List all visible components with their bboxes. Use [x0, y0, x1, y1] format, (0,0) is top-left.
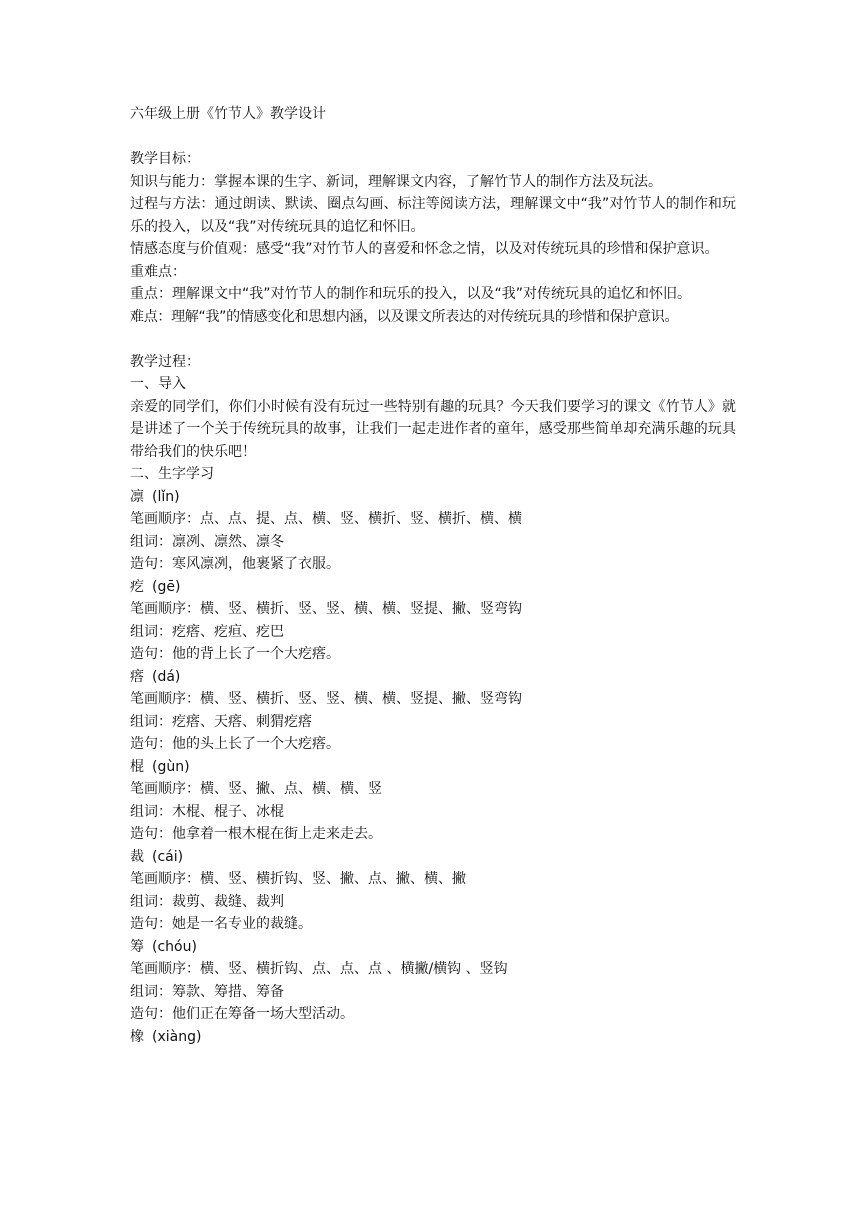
char-heading	[130, 1026, 736, 1049]
char-heading	[130, 666, 736, 689]
char-strokes: 笔画顺序：横、竖、横折、竖、竖、横、横、竖提、撇、竖弯钩	[130, 691, 522, 707]
intro-text: 亲爱的同学们，你们小时候有没有玩过一些特别有趣的玩具？今天我们要学习的课文《竹节人》就是讲述了一个关于传统玩具的故事，让我们一起走进作者的童年，感受那些简单却充满乐趣的玩具带给我们的快乐吧！	[130, 398, 736, 460]
char-strokes: 笔画顺序：点、点、提、点、横、竖、横折、竖、横折、横、横	[130, 511, 522, 527]
char-sentence: 造句：寒风凛冽，他裹紧了衣服。	[130, 556, 340, 572]
char-glyph: 裁	[130, 848, 144, 865]
char-glyph: 瘩	[130, 668, 144, 685]
char-entry	[130, 666, 736, 756]
char-strokes: 笔画顺序：横、竖、撇、点、横、横、竖	[130, 781, 382, 797]
char-words: 组词：木棍、棍子、冰棍	[130, 803, 284, 820]
char-glyph: 凛	[130, 488, 144, 505]
char-pinyin: (cái)	[152, 848, 184, 865]
char-words: 组词：筹款、筹措、筹备	[130, 983, 284, 1000]
char-heading	[130, 486, 736, 509]
char-entry	[130, 756, 736, 846]
char-pinyin: (gē)	[152, 578, 181, 595]
intro-heading: 一、导入	[130, 376, 186, 392]
char-glyph: 橡	[130, 1028, 144, 1045]
goal-process: 过程与方法：通过朗读、默读、圈点勾画、标注等阅读方法，理解课文中“我”对竹节人的制作和玩乐的投入，以及“我”对传统玩具的追忆和怀旧。	[130, 196, 736, 235]
chars-heading: 二、生字学习	[130, 466, 214, 482]
char-pinyin: (dá)	[152, 668, 181, 685]
char-pinyin: (lǐn)	[152, 488, 180, 505]
char-sentence: 造句：他们正在筹备一场大型活动。	[130, 1006, 354, 1022]
difficult-point: 难点：理解“我”的情感变化和思想内涵，以及课文所表达的对传统玩具的珍惜和保护意识。	[130, 308, 679, 325]
char-pinyin: (xiàng)	[152, 1028, 202, 1045]
char-entry	[130, 576, 736, 666]
char-heading	[130, 576, 736, 599]
goal-knowledge: 知识与能力：掌握本课的生字、新词，理解课文内容，了解竹节人的制作方法及玩法。	[130, 173, 662, 190]
char-pinyin: (gùn)	[152, 758, 190, 775]
goals-heading: 教学目标：	[130, 151, 200, 167]
char-entry	[130, 486, 736, 576]
char-words: 组词：凛冽、凛然、凛冬	[130, 533, 284, 550]
char-strokes: 笔画顺序：横、竖、横折钩、竖、撇、点、撇、横、撇	[130, 871, 466, 887]
char-pinyin: (chóu)	[152, 938, 197, 955]
char-glyph: 筹	[130, 938, 144, 955]
document-page	[130, 103, 736, 1048]
char-words: 组词：裁剪、裁缝、裁判	[130, 893, 284, 910]
char-heading	[130, 756, 736, 779]
key-point: 重点：理解课文中“我”对竹节人的制作和玩乐的投入，以及“我”对传统玩具的追忆和怀旧。	[130, 286, 692, 302]
char-sentence: 造句：她是一名专业的裁缝。	[130, 916, 312, 932]
key-heading: 重难点：	[130, 263, 186, 280]
char-sentence: 造句：他的背上长了一个大疙瘩。	[130, 646, 340, 662]
char-entry	[130, 846, 736, 936]
char-entry	[130, 936, 736, 1026]
char-words: 组词：疙瘩、疙疸、疙巴	[130, 623, 284, 640]
char-strokes: 笔画顺序：横、竖、横折、竖、竖、横、横、竖提、撇、竖弯钩	[130, 601, 522, 617]
char-sentence: 造句：他的头上长了一个大疙瘩。	[130, 736, 340, 752]
char-glyph: 疙	[130, 578, 144, 595]
document-title: 六年级上册《竹节人》教学设计	[130, 106, 326, 122]
char-heading	[130, 846, 736, 869]
char-glyph: 棍	[130, 758, 144, 775]
blank-line	[130, 126, 736, 149]
char-words: 组词：疙瘩、天瘩、刺猬疙瘩	[130, 713, 312, 730]
char-sentence: 造句：他拿着一根木棍在街上走来走去。	[130, 826, 382, 842]
process-heading: 教学过程：	[130, 353, 200, 370]
blank-line	[130, 328, 736, 351]
char-entry	[130, 1026, 736, 1049]
goal-emotion: 情感态度与价值观：感受“我”对竹节人的喜爱和怀念之情，以及对传统玩具的珍惜和保护意识。	[130, 241, 719, 257]
char-strokes: 笔画顺序：横、竖、横折钩、点、点、点 、横撇/横钩 、竖钩	[130, 961, 508, 977]
char-heading	[130, 936, 736, 959]
